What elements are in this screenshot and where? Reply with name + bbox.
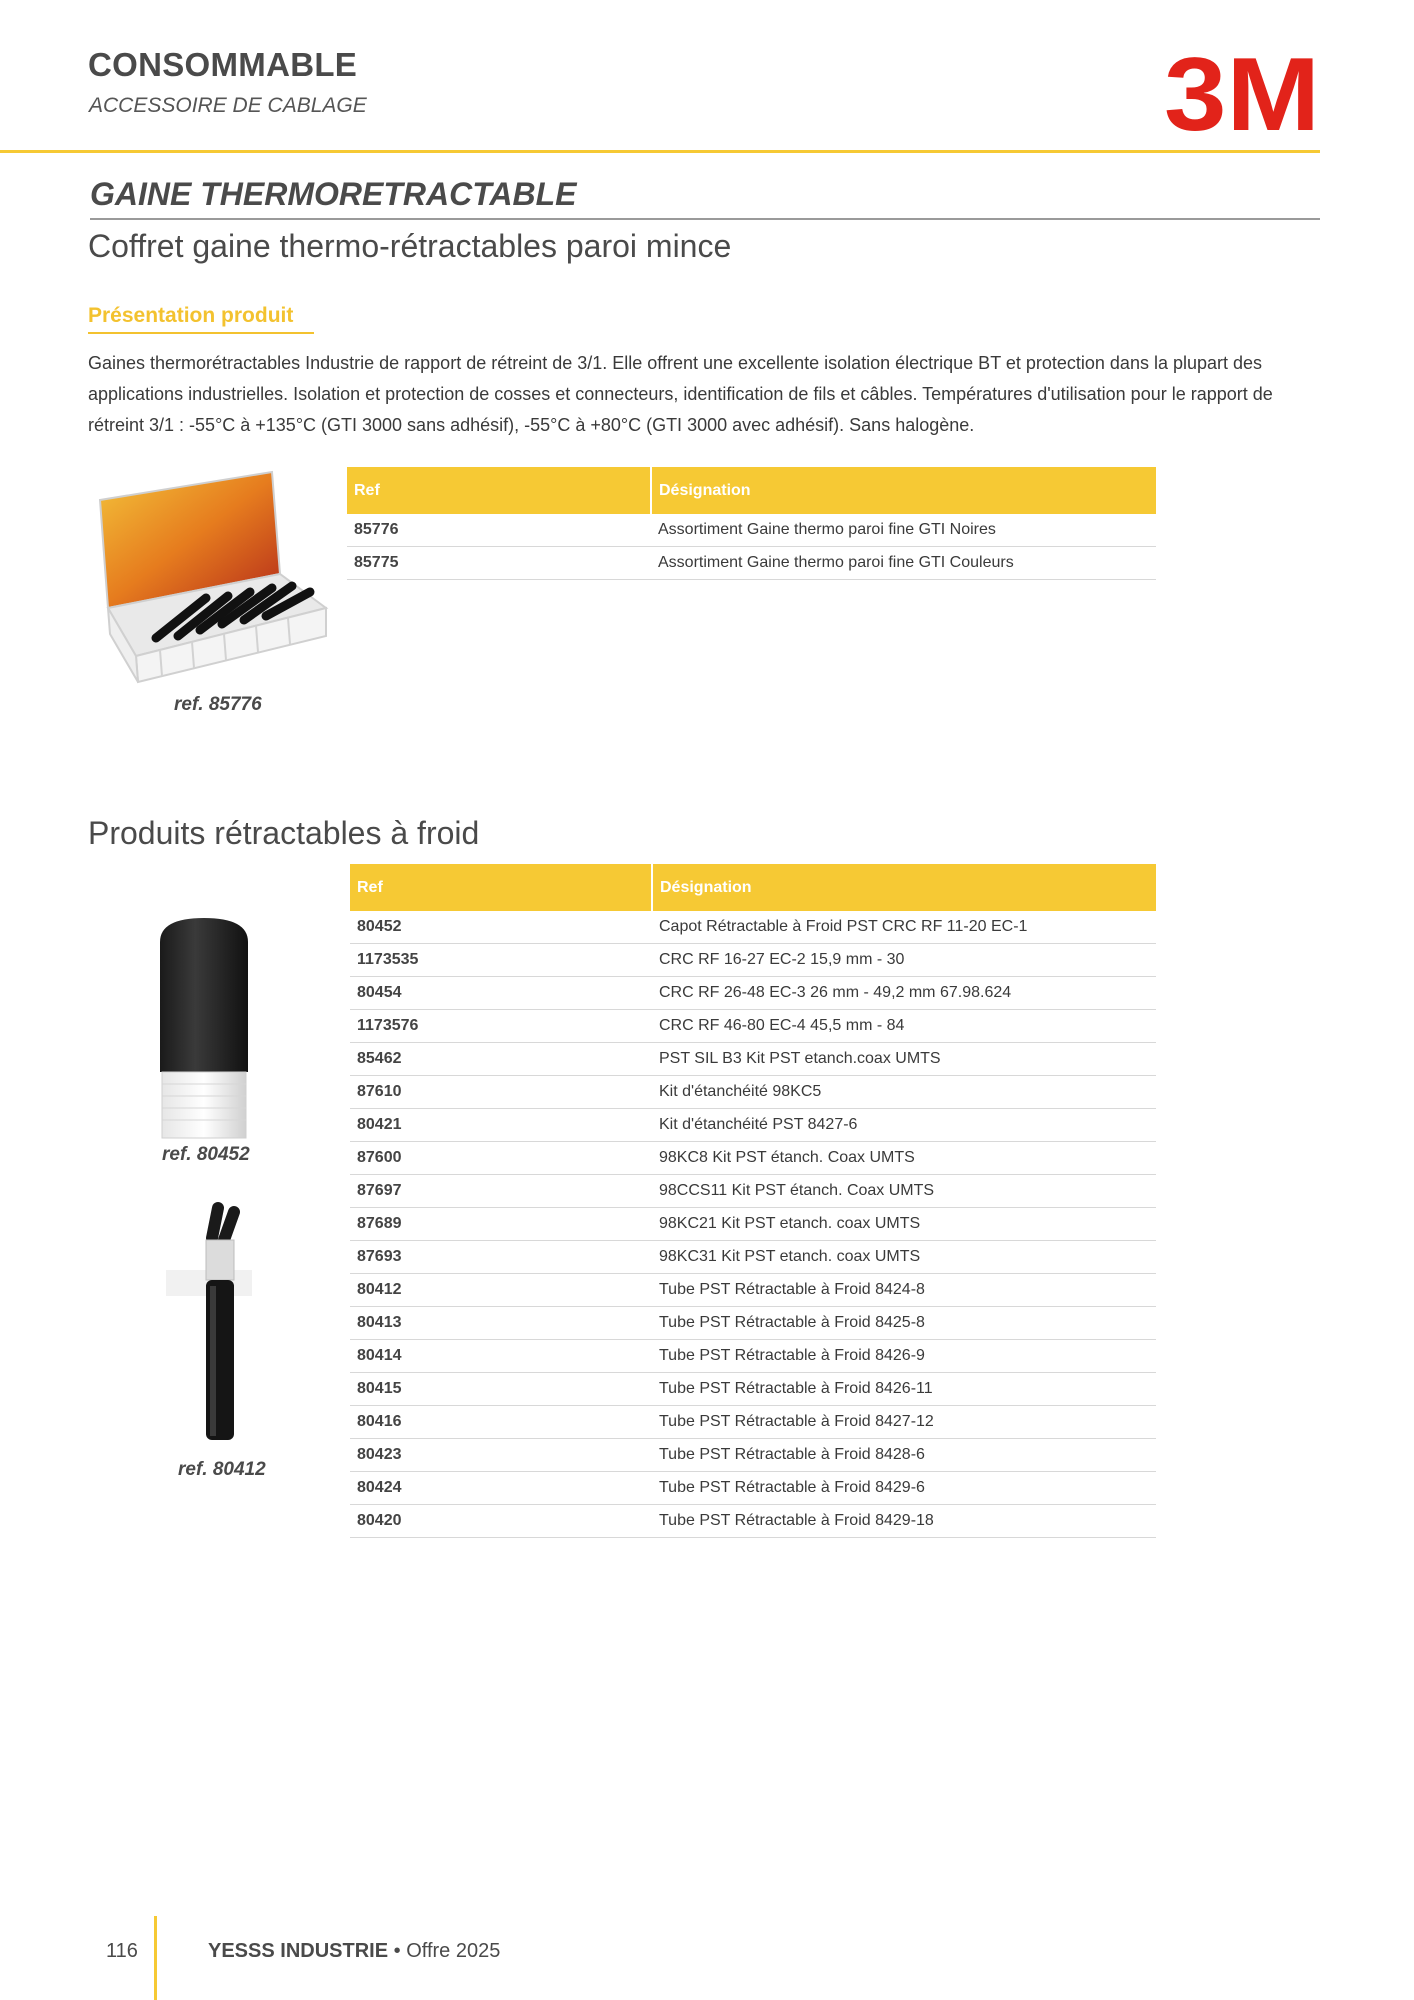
- ref-cell: 85462: [350, 1043, 652, 1076]
- product-table-cold-shrink: [350, 864, 1156, 1538]
- footer-edition: Offre 2025: [406, 1940, 501, 1962]
- product-subtitle: Coffret gaine thermo-rétractables paroi mince: [88, 228, 732, 264]
- designation-cell: Tube PST Rétractable à Froid 8424-8: [652, 1274, 1156, 1307]
- ref-cell: 80454: [350, 977, 652, 1010]
- designation-cell: CRC RF 26-48 EC-3 26 mm - 49,2 mm 67.98.624: [652, 977, 1156, 1010]
- designation-cell: Assortiment Gaine thermo paroi fine GTI Noires: [651, 514, 1156, 547]
- ref-cell: 80413: [350, 1307, 652, 1340]
- cold-shrink-tube-image: [160, 1196, 260, 1446]
- ref-cell: 85776: [347, 514, 651, 547]
- table-row: [350, 1076, 1156, 1109]
- table-row: [350, 1010, 1156, 1043]
- image-caption-80452: ref. 80452: [162, 1144, 250, 1165]
- table-row: [350, 1208, 1156, 1241]
- ref-cell: 80423: [350, 1439, 652, 1472]
- table-row: [350, 1406, 1156, 1439]
- table-row: [350, 1142, 1156, 1175]
- column-header-ref: Ref: [347, 467, 651, 514]
- ref-cell: 80415: [350, 1373, 652, 1406]
- product-description: Gaines thermorétractables Industrie de rapport de rétreint de 3/1. Elle offrent une excellente isolation électrique BT et protection dans la plupart des applications industrielles. Isolation et protection de cosses et connecteurs, identification de fils et câbles. Températures d'utilisation pour le rapport de rétreint 3/1 : -55°C à +135°C (GTI 3000 sans adhésif), -55°C à +80°C (GTI 3000 avec adhésif). Sans halogène.: [88, 353, 1273, 435]
- footer-brand-line: [208, 1940, 500, 1963]
- ref-cell: 80452: [350, 911, 652, 944]
- table-row: [350, 1043, 1156, 1076]
- designation-cell: 98KC21 Kit PST etanch. coax UMTS: [652, 1208, 1156, 1241]
- svg-text:3M: 3M: [1164, 50, 1320, 136]
- designation-cell: 98CCS11 Kit PST étanch. Coax UMTS: [652, 1175, 1156, 1208]
- page-number: 116: [106, 1940, 138, 1962]
- table-header-row: [347, 467, 1156, 514]
- column-header-ref: Ref: [350, 864, 652, 911]
- designation-cell: Kit d'étanchéité 98KC5: [652, 1076, 1156, 1109]
- ref-cell: 80421: [350, 1109, 652, 1142]
- image-caption-80412: ref. 80412: [178, 1459, 266, 1480]
- table-row: [347, 547, 1156, 580]
- column-header-designation: Désignation: [652, 864, 1156, 911]
- table-row: [350, 1340, 1156, 1373]
- table-row: [350, 977, 1156, 1010]
- table-row: [350, 1274, 1156, 1307]
- ref-cell: 80414: [350, 1340, 652, 1373]
- designation-cell: Capot Rétractable à Froid PST CRC RF 11-20 EC-1: [652, 911, 1156, 944]
- footer-separator: •: [393, 1940, 401, 1962]
- header-divider: [0, 150, 1320, 153]
- designation-cell: Tube PST Rétractable à Froid 8426-9: [652, 1340, 1156, 1373]
- designation-cell: Tube PST Rétractable à Froid 8429-18: [652, 1505, 1156, 1538]
- designation-cell: Kit d'étanchéité PST 8427-6: [652, 1109, 1156, 1142]
- table-row: [350, 1241, 1156, 1274]
- table-row: [350, 1307, 1156, 1340]
- ref-cell: 80412: [350, 1274, 652, 1307]
- table-row: [350, 1472, 1156, 1505]
- presentation-underline: [88, 332, 314, 334]
- ref-cell: 1173535: [350, 944, 652, 977]
- ref-cell: 80420: [350, 1505, 652, 1538]
- page-subcategory: ACCESSOIRE DE CABLAGE: [89, 94, 367, 117]
- ref-cell: 1173576: [350, 1010, 652, 1043]
- designation-cell: Tube PST Rétractable à Froid 8429-6: [652, 1472, 1156, 1505]
- ref-cell: 80424: [350, 1472, 652, 1505]
- product-table-heat-shrink: [347, 467, 1156, 580]
- ref-cell: 87610: [350, 1076, 652, 1109]
- ref-cell: 80416: [350, 1406, 652, 1439]
- table-row: [347, 514, 1156, 547]
- heat-shrink-kit-image: [96, 468, 330, 684]
- designation-cell: Tube PST Rétractable à Froid 8428-6: [652, 1439, 1156, 1472]
- ref-cell: 87689: [350, 1208, 652, 1241]
- brand-logo: [1162, 50, 1322, 136]
- section-title-cold-shrink: Produits rétractables à froid: [88, 815, 480, 851]
- table-row: [350, 1505, 1156, 1538]
- designation-cell: Assortiment Gaine thermo paroi fine GTI Couleurs: [651, 547, 1156, 580]
- designation-cell: CRC RF 16-27 EC-2 15,9 mm - 30: [652, 944, 1156, 977]
- table-header-row: [350, 864, 1156, 911]
- ref-cell: 87697: [350, 1175, 652, 1208]
- table-row: [350, 1109, 1156, 1142]
- designation-cell: CRC RF 46-80 EC-4 45,5 mm - 84: [652, 1010, 1156, 1043]
- section-divider: [90, 218, 1320, 220]
- section-title: GAINE THERMORETRACTABLE: [90, 176, 577, 212]
- footer-accent-bar: [154, 1916, 157, 2000]
- table-row: [350, 1175, 1156, 1208]
- designation-cell: 98KC31 Kit PST etanch. coax UMTS: [652, 1241, 1156, 1274]
- table-row: [350, 911, 1156, 944]
- table-row: [350, 1439, 1156, 1472]
- table-row: [350, 1373, 1156, 1406]
- footer-brand: YESSS INDUSTRIE: [208, 1940, 389, 1962]
- designation-cell: PST SIL B3 Kit PST etanch.coax UMTS: [652, 1043, 1156, 1076]
- presentation-heading: Présentation produit: [88, 304, 294, 327]
- page-category: CONSOMMABLE: [88, 46, 358, 83]
- ref-cell: 85775: [347, 547, 651, 580]
- column-header-designation: Désignation: [651, 467, 1156, 514]
- designation-cell: Tube PST Rétractable à Froid 8427-12: [652, 1406, 1156, 1439]
- cold-shrink-cap-image: [152, 912, 256, 1144]
- image-caption: ref. 85776: [174, 694, 262, 715]
- ref-cell: 87693: [350, 1241, 652, 1274]
- table-row: [350, 944, 1156, 977]
- designation-cell: 98KC8 Kit PST étanch. Coax UMTS: [652, 1142, 1156, 1175]
- designation-cell: Tube PST Rétractable à Froid 8425-8: [652, 1307, 1156, 1340]
- ref-cell: 87600: [350, 1142, 652, 1175]
- designation-cell: Tube PST Rétractable à Froid 8426-11: [652, 1373, 1156, 1406]
